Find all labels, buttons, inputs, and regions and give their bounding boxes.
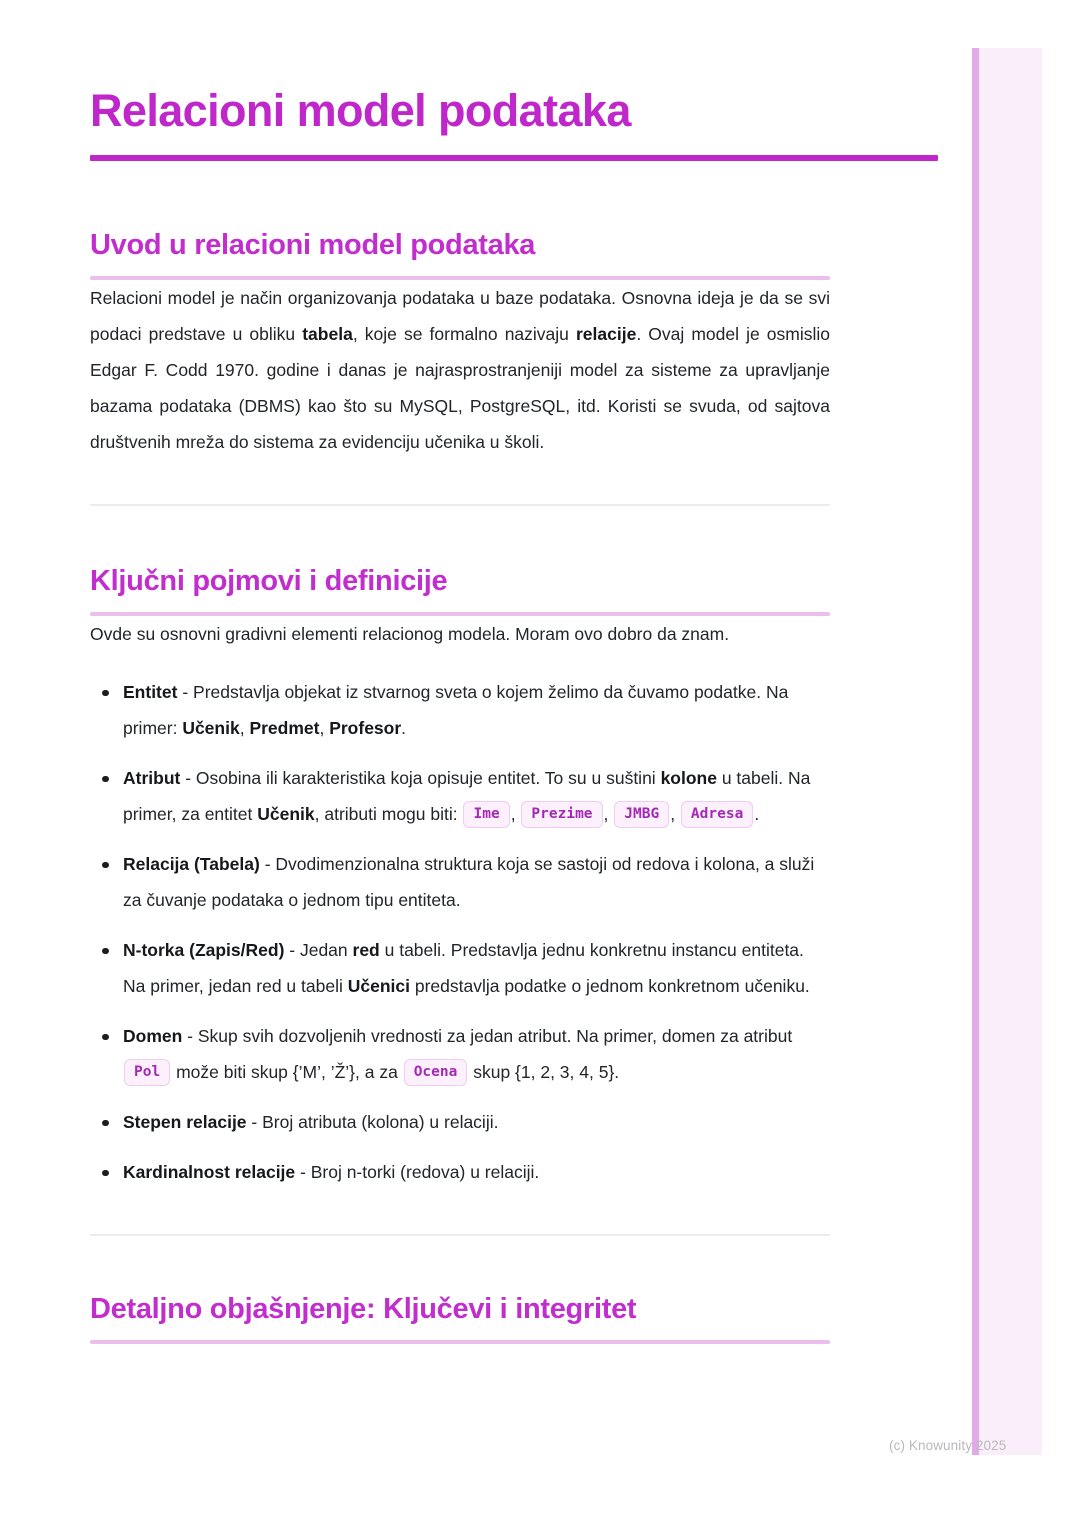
code-chip-pol: Pol xyxy=(124,1059,170,1086)
term-dash: - xyxy=(177,681,194,702)
term-text: , atributi mogu biti: xyxy=(314,803,463,824)
section-detaljno-objasnjenje xyxy=(90,1292,938,1344)
right-decorative-panel xyxy=(972,48,1042,1455)
term-text: u tabeli. Na primer, za entitet xyxy=(123,767,811,824)
list-item xyxy=(90,932,830,1004)
intro-bold-relacije: relacije xyxy=(575,324,637,345)
term-text: Osobina ili karakteristika koja opisuje entitet. To su u suštini xyxy=(195,767,661,788)
term-bold: kolone xyxy=(660,767,717,788)
term-dash: - xyxy=(284,939,300,960)
section-kljucni-pojmovi xyxy=(90,564,938,1236)
section-heading-kljucni-pojmovi: Ključni pojmovi i definicije xyxy=(90,565,448,598)
term-text: . xyxy=(401,717,407,738)
term-bold: Učenik xyxy=(182,717,240,738)
term-bold: red xyxy=(352,939,380,960)
term-label: Entitet xyxy=(123,681,178,702)
title-underline xyxy=(90,155,938,161)
term-text: može biti skup {’M’, ’Ž’}, a za xyxy=(171,1061,403,1082)
term-list xyxy=(90,674,830,1190)
section-divider-1 xyxy=(90,504,830,506)
list-item xyxy=(90,1104,830,1140)
code-chip-jmbg: JMBG xyxy=(614,801,669,828)
section-underline-detaljno-objasnjenje xyxy=(90,1340,830,1344)
code-chip-adresa: Adresa xyxy=(681,801,753,828)
term-label: Kardinalnost relacije xyxy=(123,1161,296,1182)
term-text: , xyxy=(510,803,521,824)
document-content xyxy=(90,86,938,1344)
page-title: Relacioni model podataka xyxy=(90,85,631,136)
list-item xyxy=(90,1018,830,1090)
term-text: , xyxy=(239,717,250,738)
term-text: Broj n-torki (redova) u relaciji. xyxy=(310,1161,540,1182)
term-bold: Učenici xyxy=(347,975,410,996)
term-text: Broj atributa (kolona) u relaciji. xyxy=(262,1111,499,1132)
term-text: , xyxy=(319,717,330,738)
term-bold: Učenik xyxy=(257,803,315,824)
section-heading-detaljno-objasnjenje: Detaljno objašnjenje: Ključevi i integritet xyxy=(90,1292,637,1325)
watermark: (c) Knowunity 2025 xyxy=(889,1438,1007,1453)
section-divider-2 xyxy=(90,1234,830,1236)
right-accent-bar xyxy=(972,48,979,1455)
term-bold: Predmet xyxy=(249,717,320,738)
list-item xyxy=(90,846,830,918)
intro-text-3: . Ovaj model je osmislio Edgar F. Codd 1970. godine i danas je najrasprostranjeniji model za sisteme za upravljanje bazama podataka (DBMS) kao što su MySQL, PostgreSQL, itd. Koristi se svuda, od sajtova društvenih mreža do sistema za evidenciju učenika u školi. xyxy=(90,324,830,453)
list-item xyxy=(90,674,830,746)
keys-paragraph: Ovde su osnovni gradivni elementi relacionog modela. Moram ovo dobro da znam. xyxy=(90,623,730,644)
term-dash: - xyxy=(259,853,276,874)
intro-text-1: Relacioni model je način organizovanja podataka u baze podataka. Osnovna ideja je da se svi podaci predstave u obliku xyxy=(90,288,830,345)
term-text: Dvodimenzionalna struktura koja se sastoji od redova i kolona, a služi za čuvanje podataka o jednom tipu entiteta. xyxy=(123,853,815,910)
term-text: , xyxy=(670,803,680,824)
term-text: Skup svih dozvoljenih vrednosti za jedan atribut. Na primer, domen za atribut xyxy=(197,1025,793,1046)
term-dash: - xyxy=(295,1161,311,1182)
term-text: , xyxy=(603,803,614,824)
code-chip-ocena: Ocena xyxy=(404,1059,468,1086)
term-text: skup {1, 2, 3, 4, 5}. xyxy=(468,1061,620,1082)
term-text: . xyxy=(754,803,760,824)
term-label: Stepen relacije xyxy=(123,1111,247,1132)
term-dash: - xyxy=(180,767,196,788)
term-label: Atribut xyxy=(123,767,181,788)
term-text: u tabeli. Predstavlja jednu konkretnu instancu entiteta. Na primer, jedan red u tabeli xyxy=(123,939,804,996)
term-text: Jedan xyxy=(299,939,353,960)
code-chip-prezime: Prezime xyxy=(521,801,602,828)
term-label: Domen xyxy=(123,1025,183,1046)
term-dash: - xyxy=(182,1025,198,1046)
section-uvod xyxy=(90,228,938,506)
list-item xyxy=(90,1154,830,1190)
intro-paragraph xyxy=(90,280,830,460)
intro-text-2: , koje se formalno nazivaju xyxy=(352,324,576,345)
term-text: Predstavlja objekat iz stvarnog sveta o kojem želimo da čuvamo podatke. Na primer: xyxy=(123,681,789,738)
list-item xyxy=(90,760,830,832)
term-label: Relacija (Tabela) xyxy=(123,853,260,874)
intro-bold-tabela: tabela xyxy=(302,324,353,345)
term-bold: Profesor xyxy=(329,717,402,738)
term-text: predstavlja podatke o jednom konkretnom učeniku. xyxy=(409,975,810,996)
term-label: N-torka (Zapis/Red) xyxy=(123,939,285,960)
code-chip-ime: Ime xyxy=(463,801,509,828)
section-heading-uvod: Uvod u relacioni model podataka xyxy=(90,229,536,262)
term-dash: - xyxy=(246,1111,263,1132)
